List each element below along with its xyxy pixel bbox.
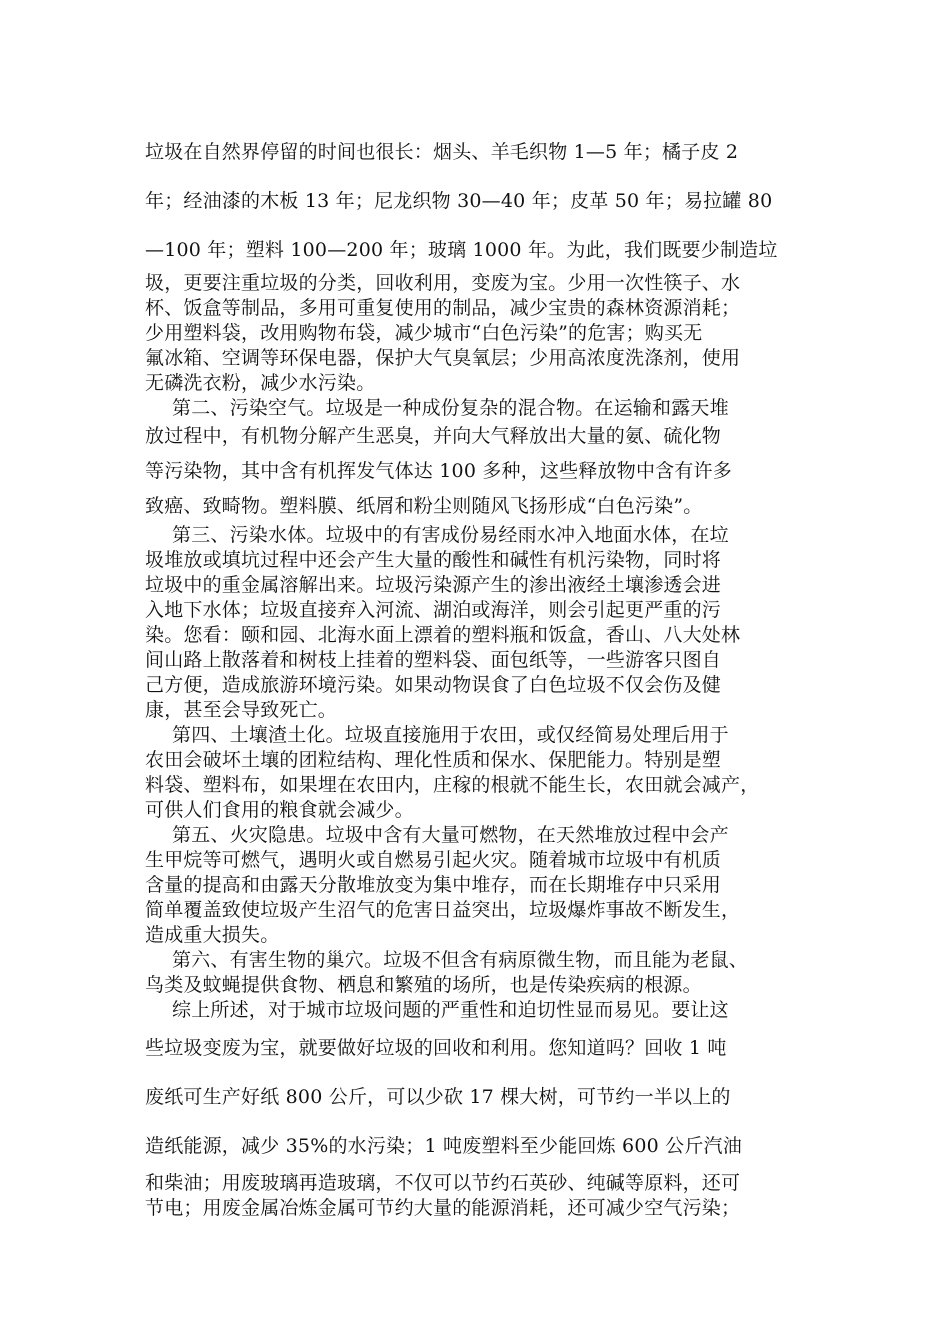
text-line: 生甲烷等可燃气，遇明火或自燃易引起火灾。随着城市垃圾中有机质 — [145, 849, 722, 871]
text-line: 间山路上散落着和树枝上挂着的塑料袋、面包纸等，一些游客只图自 — [145, 649, 722, 671]
text-line: 含量的提高和由露天分散堆放变为集中堆存，而在长期堆存中只采用 — [145, 874, 722, 896]
text-line: 垃圾中的重金属溶解出来。垃圾污染源产生的渗出液经土壤渗透会进 — [145, 574, 722, 596]
text-line: —100 年；塑料 100—200 年；玻璃 1000 年。为此，我们既要少制造垃 — [145, 239, 778, 261]
paragraph-start-line: 第二、污染空气。垃圾是一种成份复杂的混合物。在运输和露天堆 — [172, 397, 729, 419]
paragraph-start-line: 第五、火灾隐患。垃圾中含有大量可燃物，在天然堆放过程中会产 — [172, 824, 729, 846]
text-line: 些垃圾变废为宝，就要做好垃圾的回收和利用。您知道吗？回收 1 吨 — [145, 1037, 727, 1059]
text-line: 等污染物，其中含有机挥发气体达 100 多种，这些释放物中含有许多 — [145, 460, 732, 482]
paragraph-start-line: 第四、土壤渣土化。垃圾直接施用于农田，或仅经简易处理后用于 — [172, 724, 729, 746]
text-line: 杯、饭盒等制品，多用可重复使用的制品，减少宝贵的森林资源消耗； — [145, 297, 741, 319]
text-line: 节电；用废金属冶炼金属可节约大量的能源消耗，还可减少空气污染； — [145, 1197, 741, 1219]
text-line: 农田会破坏土壤的团粒结构、理化性质和保水、保肥能力。特别是塑 — [145, 749, 722, 771]
text-line: 简单覆盖致使垃圾产生沼气的危害日益突出，垃圾爆炸事故不断发生， — [145, 899, 741, 921]
paragraph-start-line: 综上所述，对于城市垃圾问题的严重性和迫切性显而易见。要让这 — [172, 999, 729, 1021]
text-line: 己方便，造成旅游环境污染。如果动物误食了白色垃圾不仅会伤及健 — [145, 674, 722, 696]
text-line: 造纸能源，减少 35%的水污染；1 吨废塑料至少能回炼 600 公斤汽油 — [145, 1135, 742, 1157]
text-line: 年；经油漆的木板 13 年；尼龙织物 30—40 年；皮革 50 年；易拉罐 80 — [145, 190, 773, 212]
text-line: 染。您看：颐和园、北海水面上漂着的塑料瓶和饭盒，香山、八大处林 — [145, 624, 741, 646]
text-line: 料袋、塑料布，如果埋在农田内，庄稼的根就不能生长，农田就会减产， — [145, 774, 760, 796]
text-line: 造成重大损失。 — [145, 924, 280, 946]
text-line: 放过程中，有机物分解产生恶臭，并向大气释放出大量的氨、硫化物 — [145, 425, 722, 447]
text-line: 氟冰箱、空调等环保电器，保护大气臭氧层；少用高浓度洗涤剂，使用 — [145, 347, 741, 369]
text-line: 无磷洗衣粉，减少水污染。 — [145, 372, 376, 394]
text-line: 入地下水体；垃圾直接弃入河流、湖泊或海洋，则会引起更严重的污 — [145, 599, 722, 621]
text-line: 圾堆放或填坑过程中还会产生大量的酸性和碱性有机污染物，同时将 — [145, 549, 722, 571]
text-line: 少用塑料袋，改用购物布袋，减少城市“白色污染”的危害；购买无 — [145, 322, 703, 344]
text-line: 鸟类及蚊蝇提供食物、栖息和繁殖的场所，也是传染疾病的根源。 — [145, 974, 702, 996]
text-line: 可供人们食用的粮食就会减少。 — [145, 799, 414, 821]
text-line: 废纸可生产好纸 800 公斤，可以少砍 17 棵大树，可节约一半以上的 — [145, 1086, 731, 1108]
paragraph-start-line: 第六、有害生物的巢穴。垃圾不但含有病原微生物，而且能为老鼠、 — [172, 949, 749, 971]
text-line: 和柴油；用废玻璃再造玻璃，不仅可以节约石英砂、纯碱等原料，还可 — [145, 1172, 741, 1194]
text-line: 致癌、致畸物。塑料膜、纸屑和粉尘则随风飞扬形成“白色污染”。 — [145, 495, 703, 517]
paragraph-start-line: 第三、污染水体。垃圾中的有害成份易经雨水冲入地面水体，在垃 — [172, 524, 729, 546]
text-line: 圾，更要注重垃圾的分类，回收利用，变废为宝。少用一次性筷子、水 — [145, 272, 741, 294]
text-line: 康，甚至会导致死亡。 — [145, 699, 338, 721]
text-line: 垃圾在自然界停留的时间也很长：烟头、羊毛织物 1—5 年；橘子皮 2 — [145, 141, 739, 163]
